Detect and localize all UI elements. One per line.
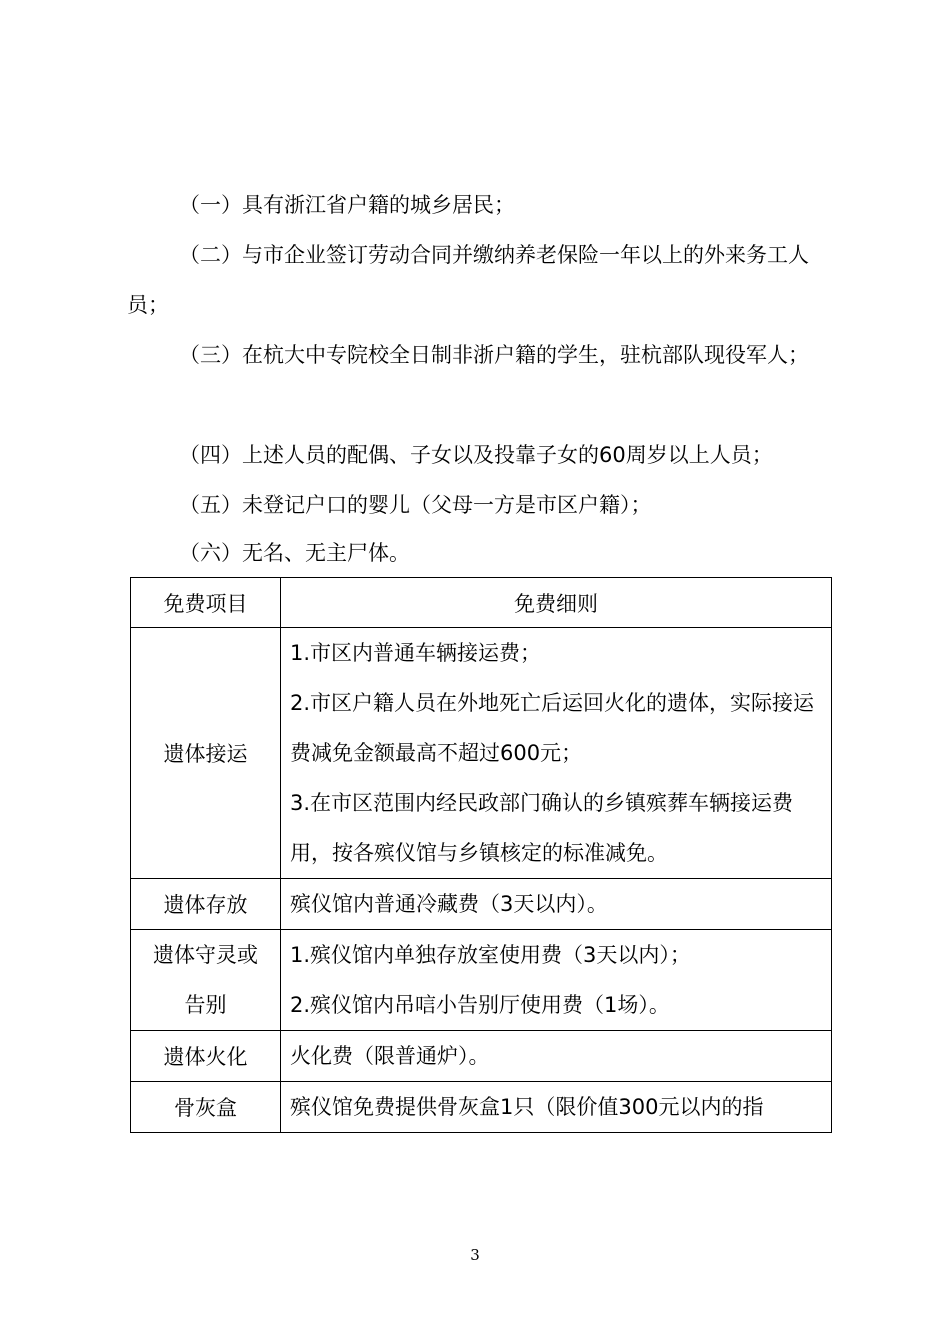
header-item: 免费项目: [131, 578, 281, 628]
eligibility-item-3: （三）在杭大中专院校全日制非浙户籍的学生，驻杭部队现役军人；: [179, 343, 809, 367]
eligibility-item-5: （五）未登记户口的婴儿（父母一方是市区户籍）；: [179, 493, 652, 517]
row-item-label: 遗体守灵或告别: [153, 943, 258, 1017]
detail-line: 3.在市区范围内经民政部门确认的乡镇殡葬车辆接运费用，按各殡仪馆与乡镇核定的标准减免。: [290, 791, 794, 865]
table-row: [131, 1031, 832, 1082]
free-services-table: [130, 577, 832, 1133]
row-details: [281, 930, 832, 1031]
eligibility-item-1: （一）具有浙江省户籍的城乡居民；: [179, 193, 515, 217]
row-details: [281, 628, 832, 879]
table-row: [131, 1082, 832, 1133]
detail-line: 2.市区户籍人员在外地死亡后运回火化的遗体，实际接运费减免金额最高不超过600元；: [290, 691, 815, 765]
table-header-row: [131, 578, 832, 628]
eligibility-item-2: （二）与市企业签订劳动合同并缴纳养老保险一年以上的外来务工人员；: [127, 243, 809, 317]
eligibility-item-4: （四）上述人员的配偶、子女以及投靠子女的60周岁以上人员；: [179, 443, 773, 467]
row-item: 遗体接运: [131, 628, 281, 879]
row-item: 遗体火化: [131, 1031, 281, 1082]
row-item: 骨灰盒: [131, 1082, 281, 1133]
row-item: 遗体存放: [131, 879, 281, 930]
detail-line: 1.市区内普通车辆接运费；: [290, 641, 542, 665]
row-details: [281, 1082, 832, 1133]
detail-line: 火化费（限普通炉）。: [290, 1044, 490, 1068]
row-details: [281, 879, 832, 930]
eligibility-item-6: （六）无名、无主尸体。: [179, 541, 410, 565]
table-row: [131, 628, 832, 879]
header-details: 免费细则: [281, 578, 832, 628]
detail-line: 1.殡仪馆内单独存放室使用费（3天以内）；: [290, 943, 691, 967]
detail-line: 殡仪馆免费提供骨灰盒1只（限价值300元以内的指: [290, 1095, 764, 1119]
page-number: 3: [470, 1246, 480, 1264]
detail-line: 2.殡仪馆内吊唁小告别厅使用费（1场）。: [290, 993, 670, 1017]
row-details: [281, 1031, 832, 1082]
row-item: [131, 930, 281, 1031]
table-row: [131, 930, 832, 1031]
detail-line: 殡仪馆内普通冷藏费（3天以内）。: [290, 892, 608, 916]
table-row: [131, 879, 832, 930]
